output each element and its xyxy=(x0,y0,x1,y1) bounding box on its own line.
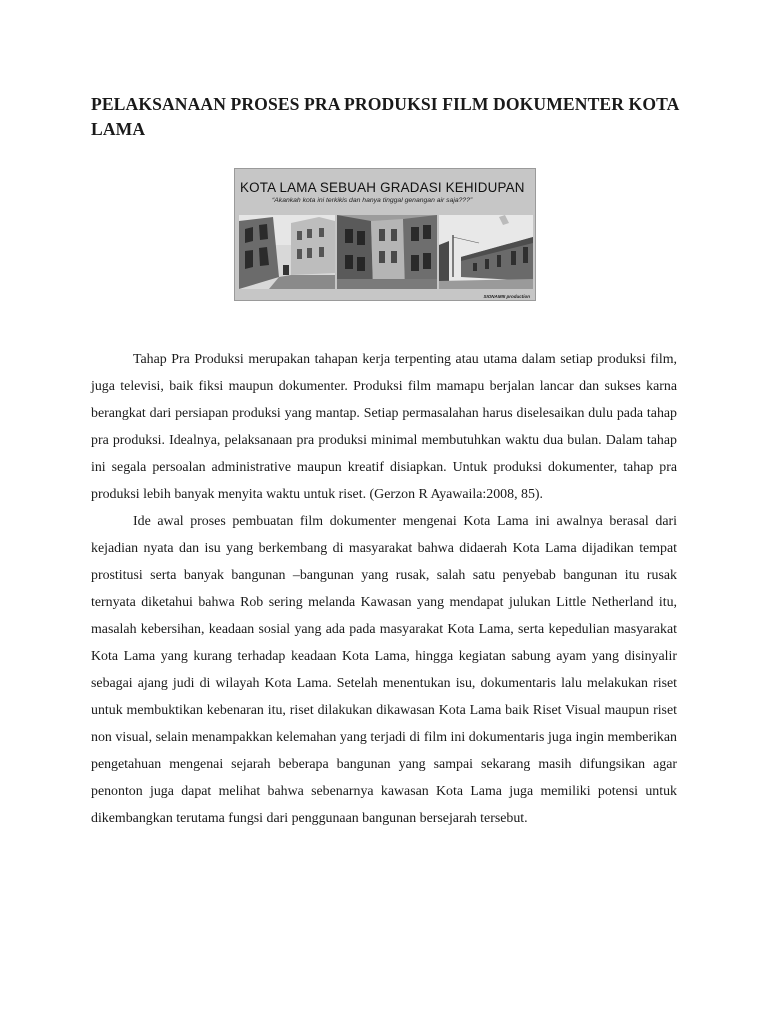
banner-title: KOTA LAMA SEBUAH GRADASI KEHIDUPAN xyxy=(240,180,525,195)
street-photo-center xyxy=(337,215,437,289)
kota-lama-banner-image xyxy=(234,168,536,301)
banner-credit: SIONAMIII production xyxy=(483,294,530,299)
paragraph: Ide awal proses pembuatan film dokumenter mengenai Kota Lama ini awalnya berasal dari kejadian nyata dan isu yang berkembang di masyarakat bahwa didaerah Kota Lama dijadikan tempat prostitusi serta banyak bangunan –bangunan yang rusak, salah satu penyebab bangunan itu rusak ternyata diketahui bahwa Rob sering melanda Kawasan yang mendapat julukan Little Netherland itu, masalah kebersihan, keadaan sosial yang ada pada masyarakat Kota Lama, serta kepedulian masyarakat Kota Lama yang kurang terhadap keadaan Kota Lama, hingga kegiatan sabung ayam yang disinyalir sebagai ajang judi di wilayah Kota Lama. Setelah menentukan isu, dokumentaris lalu melakukan riset untuk membuktikan kebenaran itu, riset dilakukan dikawasan Kota Lama baik Riset Visual maupun riset non visual, selain menampakkan kelemahan yang terjadi di film ini dokumentaris juga ingin memberikan pengetahuan mengenai sejarah beberapa bangunan yang sampai sekarang masih difungsikan agar penonton juga dapat melihat bahwa sebenarnya kawasan Kota Lama juga memiliki potensi untuk dikembangkan terutama fungsi dari penggunaan bangunan bersejarah tersebut. xyxy=(91,514,677,826)
paragraph: Tahap Pra Produksi merupakan tahapan kerja terpenting atau utama dalam setiap produksi film, juga televisi, baik fiksi maupun dokumenter. Produksi film mamapu berjalan lancar dan sukses karna berangkat dari persiapan produksi yang mantap. Setiap permasalahan harus diselesaikan dulu pada tahap pra produksi. Idealnya, pelaksanaan pra produksi minimal membutuhkan waktu dua bulan. Dalam tahap ini segala persoalan administrative maupun kreatif disiapkan. Untuk produksi dokumenter, tahap pra produksi lebih banyak menyita waktu untuk riset. (Gerzon R Ayawaila:2008, 85). xyxy=(91,352,677,502)
body-text xyxy=(91,346,677,832)
street-photo-right xyxy=(439,215,533,289)
page-title: PELAKSANAAN PROSES PRA PRODUKSI FILM DOKUMENTER KOTA LAMA xyxy=(91,94,679,139)
banner-subtitle: “Akankah kota ini terkikis dan hanya tinggal genangan air saja???” xyxy=(272,197,473,204)
street-photo-left xyxy=(239,215,335,289)
